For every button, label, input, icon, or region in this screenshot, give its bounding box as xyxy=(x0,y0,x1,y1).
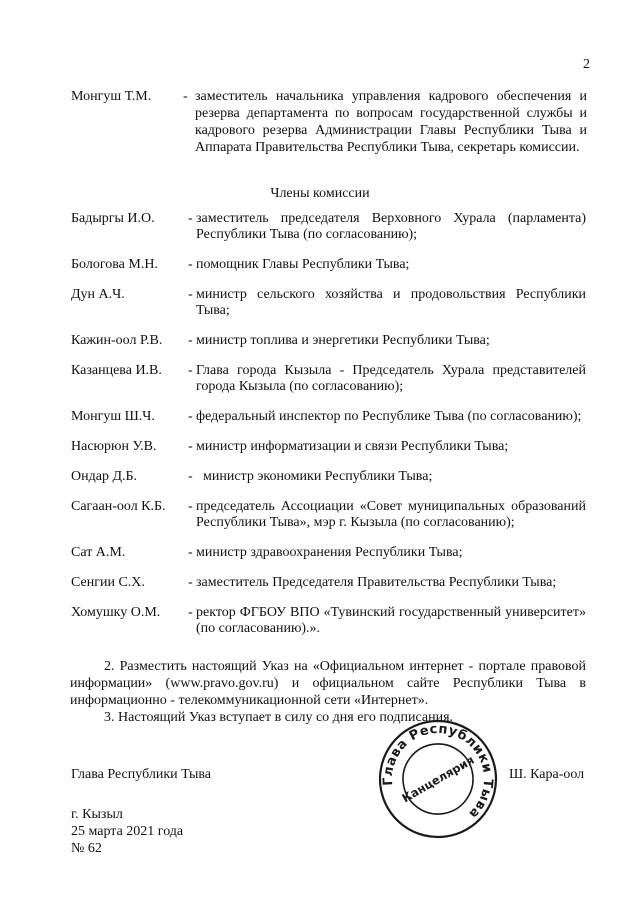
secretary-position: заместитель начальника управления кадрового обеспечения и резерва департамента по вопросам государственной службы и кадрового резерва Администрации Главы Республики Тыва и Аппарата Правительства Республики Тыва, секретарь комиссии. xyxy=(195,89,587,155)
member-dash: - xyxy=(188,257,193,272)
member-name: Насюрюн У.В. xyxy=(71,439,157,454)
member-row xyxy=(0,409,640,425)
member-name: Кажин-оол Р.В. xyxy=(71,333,163,348)
member-name: Монгуш Ш.Ч. xyxy=(71,409,155,424)
member-name: Дун А.Ч. xyxy=(71,287,125,302)
member-position: ректор ФГБОУ ВПО «Тувинский государственный университет» (по согласованию).». xyxy=(196,605,586,636)
member-position: председатель Ассоциации «Совет муниципальных образований Республики Тыва», мэр г. Кызыла (по согласованию); xyxy=(196,499,586,530)
member-name: Хомушку О.М. xyxy=(71,605,161,620)
member-position: заместитель Председателя Правительства Республики Тыва; xyxy=(196,575,557,590)
member-position: Глава города Кызыла - Председатель Хурала представителей города Кызыла (по согласованию); xyxy=(196,363,586,394)
member-dash: - xyxy=(188,575,193,590)
secretary-entry xyxy=(0,88,640,156)
member-name: Сат А.М. xyxy=(71,545,126,560)
member-position: заместитель председателя Верховного Хурала (парламента) Республики Тыва (по согласованию); xyxy=(196,211,586,242)
secretary-dash: - xyxy=(183,89,188,104)
member-dash: - xyxy=(188,605,193,620)
member-row xyxy=(0,575,640,591)
member-row xyxy=(0,499,640,531)
member-name: Ондар Д.Б. xyxy=(71,469,138,484)
paragraph-3: 3. Настоящий Указ вступает в силу со дня его подписания. xyxy=(104,710,454,725)
member-dash: - xyxy=(188,499,193,514)
signatory-title: Глава Республики Тыва xyxy=(71,767,212,782)
member-name: Сенгии С.Х. xyxy=(71,575,145,590)
page-number: 2 xyxy=(583,57,590,72)
signatory-name: Ш. Кара-оол xyxy=(509,767,585,782)
member-row xyxy=(0,287,640,319)
member-dash: - xyxy=(188,545,193,560)
member-position: министр здравоохранения Республики Тыва; xyxy=(196,545,463,560)
member-position: министр топлива и энергетики Республики Тыва; xyxy=(196,333,490,348)
member-name: Сагаан-оол К.Б. xyxy=(71,499,166,514)
member-name: Бадыргы И.О. xyxy=(71,211,155,226)
member-position: министр сельского хозяйства и продовольствия Республики Тыва; xyxy=(196,287,586,318)
member-row xyxy=(0,333,640,349)
member-dash: - xyxy=(188,439,193,454)
member-name: Бологова М.Н. xyxy=(71,257,158,272)
paragraph-2: 2. Разместить настоящий Указ на «Официальном интернет - портале правовой информации» (www.pravo.gov.ru) и официальном сайте Республики Тыва в информационно - телекоммуникационной сети «Интернет». xyxy=(70,659,586,708)
member-row xyxy=(0,257,640,273)
secretary-name: Монгуш Т.М. xyxy=(71,89,152,104)
member-dash: - xyxy=(188,287,193,302)
member-row xyxy=(0,363,640,395)
section-title: Члены комиссии xyxy=(270,186,370,201)
members-list xyxy=(0,211,640,651)
member-dash: - xyxy=(188,333,193,348)
member-row xyxy=(0,469,640,485)
member-dash: - xyxy=(188,363,193,378)
official-seal-stamp xyxy=(377,718,499,840)
member-row xyxy=(0,605,640,637)
seal-ring-text: Глава Республики Тыва xyxy=(380,721,496,822)
seal-graphic xyxy=(377,718,499,840)
member-position: федеральный инспектор по Республике Тыва (по согласованию); xyxy=(196,409,582,424)
issue-place: г. Кызыл xyxy=(71,807,123,822)
seal-center-text: Канцелярия xyxy=(399,752,477,806)
closing-paragraphs xyxy=(70,658,586,726)
member-position: помощник Главы Республики Тыва; xyxy=(196,257,410,272)
member-row xyxy=(0,545,640,561)
member-position: министр информатизации и связи Республики Тыва; xyxy=(196,439,509,454)
document-number: № 62 xyxy=(71,841,102,856)
member-dash: - xyxy=(188,409,193,424)
issue-details xyxy=(71,806,183,857)
member-dash: - xyxy=(188,211,193,226)
issue-date: 25 марта 2021 года xyxy=(71,824,184,839)
member-row xyxy=(0,211,640,243)
member-dash: - xyxy=(188,469,193,484)
member-name: Казанцева И.В. xyxy=(71,363,162,378)
member-row xyxy=(0,439,640,455)
member-position: министр экономики Республики Тыва; xyxy=(196,469,433,484)
